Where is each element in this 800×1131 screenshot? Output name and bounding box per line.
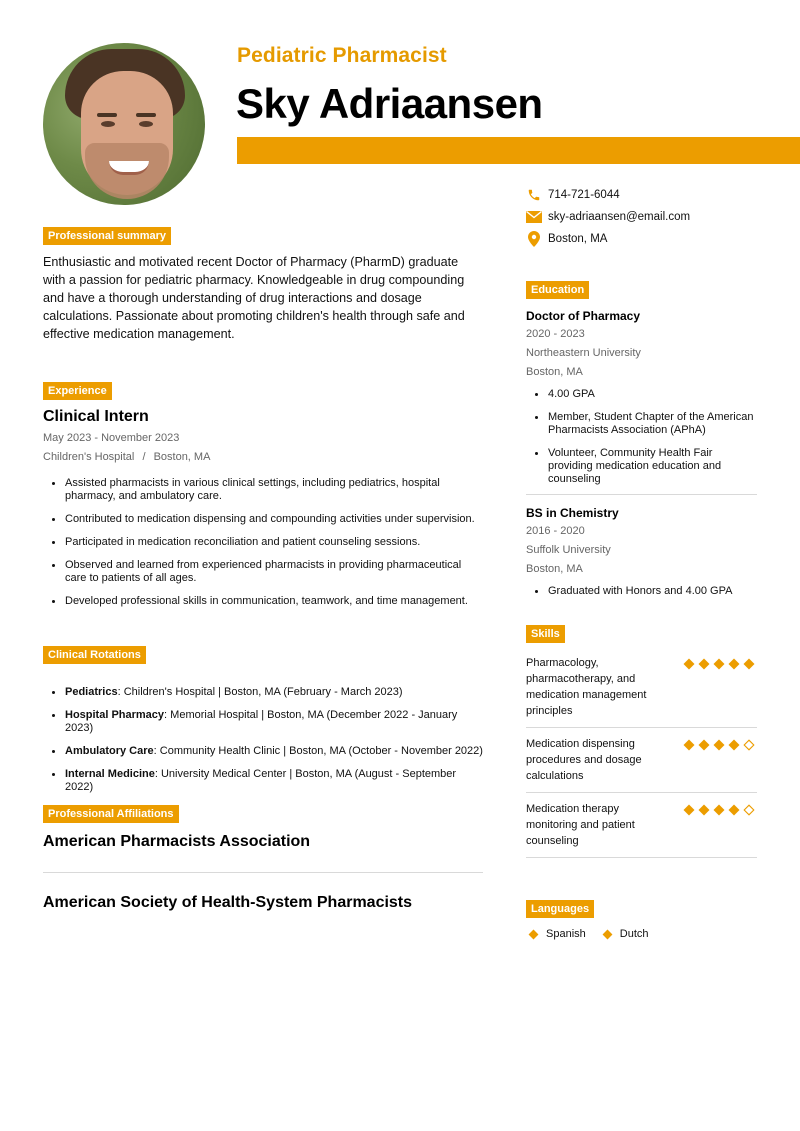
photo-brow: [136, 113, 156, 117]
skill-rating: [683, 658, 755, 719]
diamond-filled-icon: [728, 804, 740, 816]
list-item: [43, 768, 483, 794]
list-item: [43, 745, 483, 758]
education-location: Boston, MA: [526, 563, 583, 575]
languages-list: [526, 928, 757, 940]
list-item: Volunteer, Community Health Fair providing medication education and counseling: [526, 447, 757, 486]
list-item: Observed and learned from experienced pharmacists in providing pharmaceutical care to patients of all ages.: [43, 559, 483, 585]
language-item: [600, 928, 649, 940]
education-bullets: [526, 388, 757, 486]
diamond-bullet-icon: [602, 929, 612, 939]
experience-dates: May 2023 - November 2023: [43, 432, 180, 444]
diamond-filled-icon: [698, 804, 710, 816]
summary-section: [43, 226, 483, 343]
phone-number[interactable]: 714-721-6044: [548, 189, 620, 201]
diamond-filled-icon: [728, 739, 740, 751]
language-name: Spanish: [546, 928, 586, 940]
candidate-name: Sky Adriaansen: [236, 80, 543, 127]
skill-name: Medication therapy monitoring and patient counseling: [526, 803, 635, 847]
affiliation-item: American Pharmacists Association: [43, 833, 311, 850]
diamond-filled-icon: [683, 658, 695, 670]
section-heading-experience: Experience: [43, 382, 112, 400]
section-heading-languages: Languages: [526, 900, 594, 918]
rotation-detail: : Community Health Clinic | Boston, MA (October - November 2022): [153, 745, 483, 757]
skills-list: [526, 647, 757, 858]
rotation-detail: : University Medical Center | Boston, MA (August - September 2022): [65, 768, 457, 793]
section-heading-rotations: Clinical Rotations: [43, 646, 146, 664]
list-item: Assisted pharmacists in various clinical settings, including pediatrics, hospital pharmacy, and ambulatory care.: [43, 477, 483, 503]
diamond-empty-icon: [743, 804, 755, 816]
education-school: Northeastern University: [526, 347, 641, 359]
list-item: Contributed to medication dispensing and compounding activities under supervision.: [43, 513, 483, 526]
list-item: Developed professional skills in communication, teamwork, and time management.: [43, 595, 483, 608]
diamond-filled-icon: [683, 804, 695, 816]
email-icon: [526, 209, 542, 225]
section-heading-education: Education: [526, 281, 589, 299]
rotations-section: [43, 645, 483, 804]
contact-location: [526, 228, 690, 250]
language-item: [526, 928, 586, 940]
diamond-filled-icon: [743, 658, 755, 670]
affiliations-section: [43, 804, 483, 912]
skill-name: Pharmacology, pharmacotherapy, and medication management principles: [526, 657, 647, 717]
list-item: 4.00 GPA: [526, 388, 757, 401]
experience-bullets: [43, 477, 483, 608]
diamond-filled-icon: [713, 739, 725, 751]
skill-row: [526, 728, 757, 793]
location-text: Boston, MA: [548, 233, 608, 245]
education-dates: 2020 - 2023: [526, 328, 585, 340]
job-title: Pediatric Pharmacist: [237, 44, 447, 67]
photo-eye: [139, 121, 153, 127]
contact-email: [526, 206, 690, 228]
skill-name: Medication dispensing procedures and dosage calculations: [526, 738, 642, 782]
rotations-list: [43, 686, 483, 794]
diamond-filled-icon: [713, 658, 725, 670]
list-item: Participated in medication reconciliation and patient counseling sessions.: [43, 536, 483, 549]
education-school: Suffolk University: [526, 544, 611, 556]
education-section: [526, 280, 757, 608]
skill-rating: [683, 739, 755, 784]
skills-section: [526, 624, 757, 858]
diamond-empty-icon: [743, 739, 755, 751]
experience-separator: /: [142, 451, 146, 463]
experience-employer-line: [43, 448, 483, 467]
diamond-filled-icon: [713, 804, 725, 816]
list-item: Member, Student Chapter of the American Pharmacists Association (APhA): [526, 411, 757, 437]
email-address[interactable]: sky-adriaansen@email.com: [548, 211, 691, 223]
section-heading-summary: Professional summary: [43, 227, 171, 245]
phone-icon: [526, 187, 542, 203]
photo-brow: [97, 113, 117, 117]
education-degree: BS in Chemistry: [526, 506, 619, 520]
affiliation-item: American Society of Health-System Pharmacists: [43, 894, 413, 911]
header-accent-bar: [237, 137, 800, 164]
diamond-filled-icon: [683, 739, 695, 751]
skill-row: [526, 793, 757, 858]
diamond-filled-icon: [728, 658, 740, 670]
rotation-detail: : Memorial Hospital | Boston, MA (December 2022 - January 2023): [65, 709, 458, 734]
list-item: [43, 709, 483, 735]
diamond-bullet-icon: [529, 929, 539, 939]
photo-eye: [101, 121, 115, 127]
diamond-filled-icon: [698, 658, 710, 670]
contact-phone: [526, 184, 690, 206]
rotation-label: Internal Medicine: [65, 768, 155, 780]
list-item: Graduated with Honors and 4.00 GPA: [526, 585, 757, 598]
experience-employer: Children's Hospital: [43, 451, 135, 463]
education-bullets: [526, 585, 757, 598]
languages-section: [526, 899, 757, 940]
section-heading-skills: Skills: [526, 625, 565, 643]
education-location: Boston, MA: [526, 366, 583, 378]
location-pin-icon: [526, 231, 542, 247]
summary-text: Enthusiastic and motivated recent Doctor of Pharmacy (PharmD) graduate with a passion for pediatric pharmacy. Knowledgeable in drug compounding and have a thorough understanding of drug interactions and dosage calculations. Passionate about promoting children's health through safe and effective medication management.: [43, 255, 465, 341]
section-heading-affiliations: Professional Affiliations: [43, 805, 179, 823]
skill-rating: [683, 804, 755, 849]
divider: [526, 494, 757, 495]
divider: [43, 872, 483, 873]
experience-section: [43, 381, 483, 618]
language-name: Dutch: [619, 928, 649, 940]
rotation-label: Hospital Pharmacy: [65, 709, 165, 721]
diamond-filled-icon: [698, 739, 710, 751]
education-degree: Doctor of Pharmacy: [526, 309, 641, 323]
rotation-label: Pediatrics: [65, 686, 118, 698]
education-dates: 2016 - 2020: [526, 525, 585, 537]
contact-info: [526, 184, 690, 250]
rotation-label: Ambulatory Care: [65, 745, 154, 757]
profile-photo: [43, 43, 205, 205]
experience-title: Clinical Intern: [43, 408, 149, 425]
experience-location: Boston, MA: [153, 451, 211, 463]
rotation-detail: : Children's Hospital | Boston, MA (February - March 2023): [117, 686, 403, 698]
list-item: [43, 686, 483, 699]
skill-row: [526, 647, 757, 728]
